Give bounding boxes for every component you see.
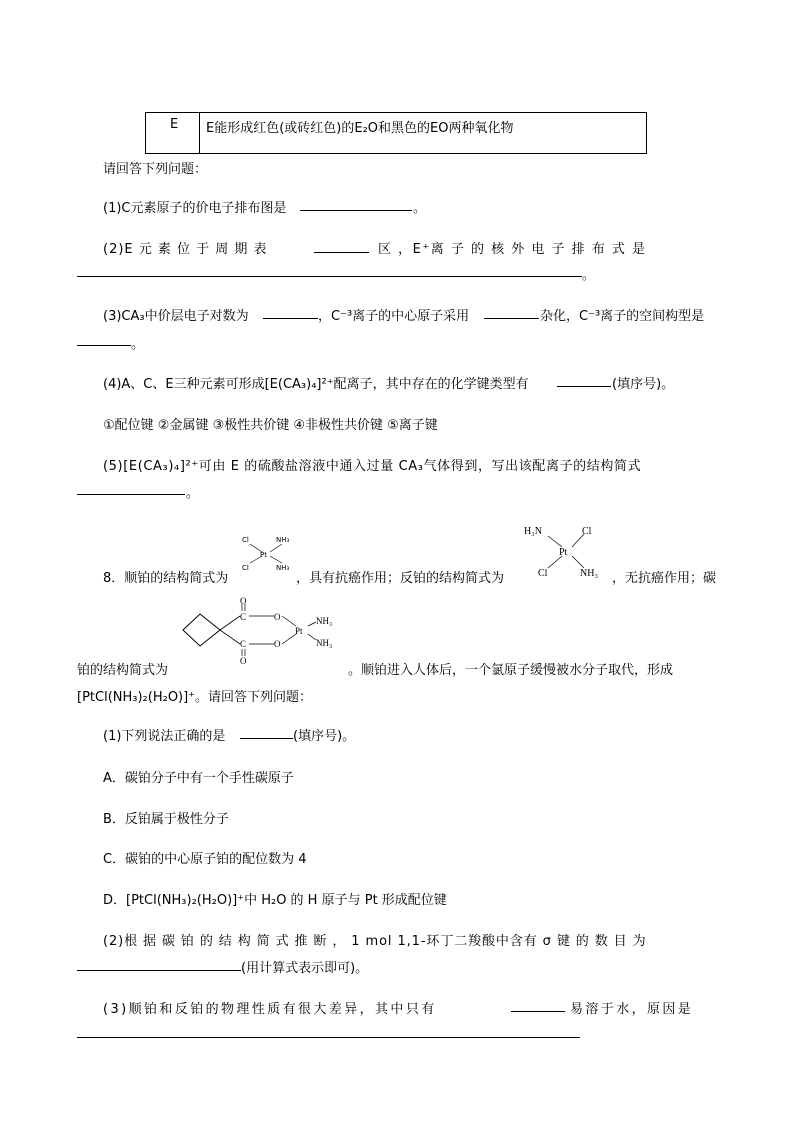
option-b: B．反铂属于极性分子 bbox=[103, 812, 229, 827]
element-table-row bbox=[145, 112, 647, 154]
trans-cl-1: Cl bbox=[582, 526, 592, 537]
s2-text-b: (用计算式表示即可)。 bbox=[241, 961, 369, 976]
carbo-c-bottom: C bbox=[240, 639, 247, 649]
s2-blank bbox=[77, 970, 241, 971]
cis-pt: Pt bbox=[260, 551, 267, 559]
s2-text-a: (2)根 据 碳 铂 的 结 构 简 式 推 断 ， 1 mol 1,1-环丁二羧酸中含有 σ 键 的 数 目 为 bbox=[103, 934, 647, 949]
s3-blank-2 bbox=[77, 1037, 580, 1038]
p8-text-f: [PtCl(NH₃)₂(H₂O)]⁺。请回答下列问题： bbox=[77, 690, 313, 705]
q3-text-c: 杂化，C⁻³离子的空间构型是 bbox=[540, 309, 705, 324]
cis-nh3-2: NH₃ bbox=[276, 564, 290, 572]
carbo-o-bottom: O bbox=[240, 656, 247, 666]
p8-text-e: 。顺铂进入人体后，一个氯原子缓慢被水分子取代，形成 bbox=[348, 663, 674, 678]
table-cell-text: E能形成红色(或砖红色)的E₂O和黑色的EO两种氧化物 bbox=[206, 121, 514, 136]
p8-text-d: 铂的结构简式为 bbox=[77, 663, 169, 678]
p8-text-b: ，具有抗癌作用；反铂的结构简式为 bbox=[296, 571, 505, 586]
q4-text-b: (填序号)。 bbox=[612, 377, 675, 392]
carboplatin-structure bbox=[178, 596, 348, 668]
carbo-nh3-2: NH₃ bbox=[316, 638, 333, 648]
option-c: C．碳铂的中心原子铂的配位数为 4 bbox=[103, 852, 307, 867]
s1-text-b: (填序号)。 bbox=[293, 729, 356, 744]
option-a: A．碳铂分子中有一个手性碳原子 bbox=[103, 771, 294, 786]
carbo-o-b: O bbox=[274, 639, 281, 649]
trans-nh3: NH₃ bbox=[580, 568, 598, 579]
s1-blank bbox=[240, 738, 293, 739]
carbo-o-a: O bbox=[274, 612, 281, 622]
q3-end: 。 bbox=[131, 337, 145, 352]
q3-blank-2 bbox=[484, 318, 539, 319]
trans-cl-2: Cl bbox=[538, 568, 548, 579]
q3-blank-3 bbox=[77, 345, 131, 346]
q3-blank-1 bbox=[263, 318, 318, 319]
option-d: D．[PtCl(NH₃)₂(H₂O)]⁺中 H₂O 的 H 原子与 Pt 形成配位键 bbox=[103, 893, 447, 908]
cis-nh3-1: NH₃ bbox=[276, 536, 290, 544]
q4-options: ①配位键 ②金属键 ③极性共价键 ④非极性共价键 ⑤离子键 bbox=[103, 418, 438, 433]
q3-text-a: (3)CA₃中价层电子对数为 bbox=[103, 309, 249, 324]
transplatin-structure bbox=[520, 518, 610, 580]
carbo-nh3-1: NH₃ bbox=[316, 616, 333, 626]
q5-blank bbox=[77, 494, 185, 495]
s3-text-a: (3)顺铂和反铂的物理性质有很大差异，其中只有 bbox=[103, 1002, 437, 1017]
q2-text-b: 区 ，E⁺离 子 的 核 外 电 子 排 布 式 是 bbox=[378, 242, 647, 257]
q5-end: 。 bbox=[186, 486, 200, 501]
intro-text: 请回答下列问题： bbox=[103, 162, 208, 177]
q2-text-a: (2)E 元 素 位 于 周 期 表 bbox=[103, 242, 268, 257]
s3-blank-1 bbox=[511, 1011, 565, 1012]
q2-end: 。 bbox=[582, 268, 596, 283]
q4-blank bbox=[557, 386, 611, 387]
q1-blank bbox=[300, 210, 412, 211]
cisplatin-structure bbox=[238, 530, 298, 580]
q2-blank-1 bbox=[314, 252, 369, 253]
carbo-o-top: O bbox=[240, 596, 247, 606]
p8-text-c: ，无抗癌作用；碳 bbox=[612, 571, 717, 586]
s3-text-b: 易溶于水，原因是 bbox=[570, 1002, 694, 1017]
carbo-c-top: C bbox=[240, 612, 247, 622]
trans-pt: Pt bbox=[559, 547, 568, 558]
cis-cl-2: Cl bbox=[242, 564, 249, 572]
p8-text-a: 8．顺铂的结构简式为 bbox=[103, 571, 229, 586]
trans-h3n: H₃N bbox=[524, 526, 542, 537]
q2-blank-2 bbox=[77, 276, 582, 277]
table-cell-label bbox=[146, 113, 200, 153]
carbo-pt: Pt bbox=[295, 626, 303, 636]
q1-text: (1)C元素原子的价电子排布图是 bbox=[103, 201, 287, 216]
q4-text-a: (4)A、C、E三种元素可形成[E(CA₃)₄]²⁺配离子，其中存在的化学键类型有 bbox=[103, 377, 529, 392]
q1-end: 。 bbox=[413, 201, 427, 216]
table-label-text: E bbox=[170, 117, 179, 132]
q5-text: (5)[E(CA₃)₄]²⁺可由 E 的硫酸盐溶液中通入过量 CA₃气体得到，写出该配离子的结构简式 bbox=[103, 459, 642, 474]
s1-text-a: (1)下列说法正确的是 bbox=[103, 729, 226, 744]
q3-text-b: ，C⁻³离子的中心原子采用 bbox=[318, 309, 470, 324]
cis-cl-1: Cl bbox=[242, 536, 249, 544]
